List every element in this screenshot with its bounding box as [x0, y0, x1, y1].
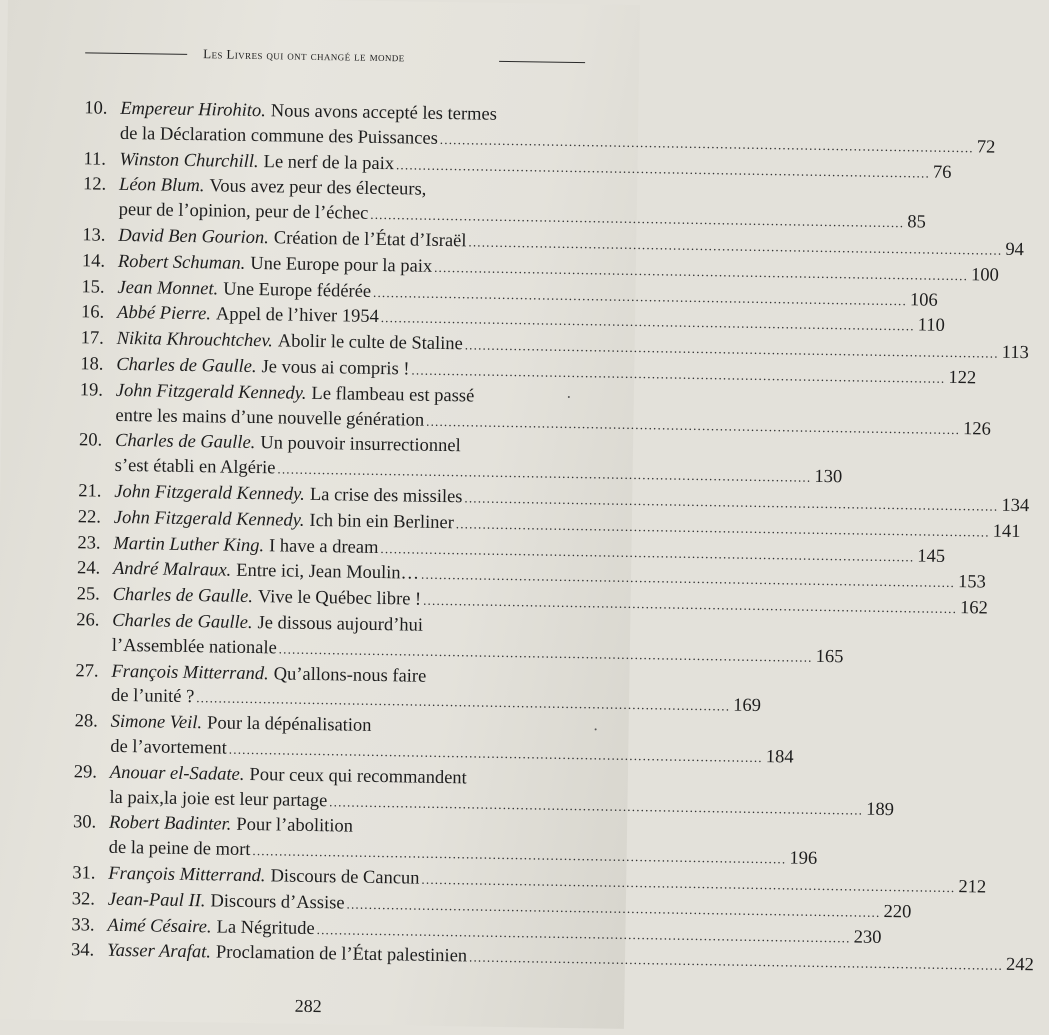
toc-entry	[82, 173, 926, 233]
running-header	[85, 44, 585, 76]
entry-title-continued: l’Assemblée nationale	[111, 635, 277, 659]
table-of-contents	[70, 96, 1034, 976]
toc-entry	[76, 608, 844, 668]
entry-author: John Fitzgerald Kennedy.	[113, 507, 305, 531]
dot-leader: ........................................................................................................................	[372, 284, 908, 308]
entry-title: Création de l’État d’Israël	[273, 228, 467, 252]
entry-number: 24.	[76, 558, 101, 579]
entry-number: 12.	[82, 174, 107, 196]
entry-title: Proclamation de l’État palestinien	[215, 942, 468, 967]
entry-title: Vous avez peur des électeurs,	[209, 176, 427, 201]
entry-body	[111, 609, 844, 668]
entry-author: Anouar el-Sadate.	[109, 762, 245, 785]
entry-author: Simone Veil.	[110, 711, 203, 734]
dot-leader: ........................................................................................................................	[421, 871, 956, 895]
entry-author: François Mitterrand.	[108, 863, 266, 887]
toc-entry	[74, 709, 794, 768]
entry-author: Jean Monnet.	[117, 277, 219, 300]
entry-number: 16.	[80, 302, 105, 324]
entry-number: 30.	[72, 812, 97, 833]
toc-entry	[73, 760, 895, 820]
toc-entry	[75, 659, 762, 717]
page-number: 282	[294, 995, 322, 1017]
entry-title: Pour la dépénalisation	[206, 713, 372, 737]
entry-author: Abbé Pierre.	[116, 303, 212, 325]
entry-number: 15.	[81, 276, 105, 298]
entry-number: 33.	[71, 914, 95, 936]
entry-page-number: 94	[1005, 239, 1025, 261]
entry-page-number: 110	[917, 315, 945, 337]
entry-author: Robert Schuman.	[117, 251, 246, 274]
entry-title: Vive le Québec libre !	[257, 587, 422, 610]
entry-page-number: 85	[907, 212, 926, 233]
entry-page-number: 196	[789, 848, 818, 870]
entry-title-continued: de la peine de mort	[108, 837, 251, 861]
entry-title: Je dissous aujourd’hui	[257, 613, 424, 636]
entry-author: Charles de Gaulle.	[114, 431, 256, 454]
dot-leader: ........................................................................................................................	[316, 921, 851, 945]
entry-title: Le flambeau est passé	[311, 383, 475, 407]
entry-body	[115, 379, 992, 440]
entry-title: Entre ici, Jean Moulin…	[236, 561, 420, 584]
dot-leader: ........................................................................................................................	[421, 567, 956, 591]
entry-title: Une Europe fédérée	[223, 279, 372, 302]
entry-number: 28.	[74, 711, 98, 732]
toc-entry	[72, 811, 818, 870]
entry-page-number: 212	[958, 877, 987, 898]
entry-page-number: 134	[1001, 495, 1030, 517]
entry-body	[118, 173, 926, 233]
header-rule-left	[85, 52, 187, 55]
dot-leader: ........................................................................................................................	[278, 641, 813, 665]
entry-page-number: 130	[814, 466, 843, 488]
entry-number: 11.	[83, 148, 107, 170]
dot-leader: ........................................................................................................................	[464, 337, 999, 361]
entry-number: 27.	[75, 660, 99, 682]
entry-author: John Fitzgerald Kennedy.	[115, 380, 307, 404]
entry-title: Je vous ai compris !	[261, 357, 410, 380]
entry-author: Aimé Césaire.	[107, 915, 212, 937]
entry-number: 23.	[77, 532, 101, 554]
entry-author: Nikita Khrouchtchev.	[116, 329, 274, 352]
dot-leader: ........................................................................................................................	[346, 896, 881, 920]
entry-number: 13.	[82, 225, 106, 246]
entry-author: Robert Badinter.	[108, 813, 232, 836]
entry-number: 14.	[81, 251, 106, 272]
entry-author: Charles de Gaulle.	[112, 584, 254, 608]
entry-page-number: 106	[909, 289, 938, 311]
dot-leader: ........................................................................................................................	[380, 310, 915, 334]
entry-body	[109, 761, 895, 820]
entry-title-continued: de l’unité ?	[110, 686, 195, 708]
entry-title: Qu’allons-nous faire	[273, 663, 427, 687]
dot-leader: ........................................................................................................................	[252, 843, 787, 867]
entry-number: 22.	[77, 507, 102, 528]
entry-title-continued: peur de l’opinion, peur de l’échec	[118, 200, 369, 224]
dot-leader: ........................................................................................................................	[468, 949, 1004, 974]
entry-page-number: 122	[948, 367, 977, 389]
entry-page-number: 165	[815, 646, 844, 668]
dot-leader: ........................................................................................................................	[426, 413, 961, 437]
dot-leader: ........................................................................................................................	[380, 540, 915, 564]
dot-leader: ........................................................................................................................	[439, 131, 974, 156]
entry-title: Le nerf de la paix	[263, 151, 395, 174]
header-rule-right	[499, 61, 585, 63]
paper-speck	[568, 396, 570, 398]
entry-title: Une Europe pour la paix	[250, 253, 433, 277]
entry-title: Un pouvoir insurrectionnel	[260, 433, 461, 457]
entry-page-number: 153	[957, 572, 986, 593]
dot-leader: ........................................................................................................................	[464, 490, 999, 514]
entry-page-number: 113	[1001, 342, 1029, 364]
entry-title-continued: de l’avortement	[110, 736, 228, 759]
entry-number: 10.	[84, 98, 108, 119]
entry-number: 21.	[78, 481, 102, 502]
entry-number: 32.	[71, 888, 96, 910]
entry-body	[110, 659, 762, 717]
entry-number: 31.	[72, 863, 96, 884]
entry-body	[114, 429, 843, 488]
entry-number: 29.	[73, 761, 98, 783]
entry-number: 26.	[76, 610, 100, 631]
entry-author: Martin Luther King.	[113, 533, 265, 556]
entry-number: 20.	[78, 430, 103, 451]
entry-title: Appel de l’hiver 1954	[215, 304, 379, 328]
entry-title-continued: s’est établi en Algérie	[114, 455, 276, 479]
entry-author: David Ben Gourion.	[118, 225, 270, 249]
entry-author: Winston Churchill.	[119, 149, 259, 172]
toc-entry	[84, 96, 996, 158]
entry-page-number: 242	[1005, 955, 1034, 976]
entry-page-number: 230	[853, 926, 882, 948]
entry-number: 34.	[70, 940, 95, 961]
entry-page-number: 162	[959, 598, 989, 619]
dot-leader: ........................................................................................................................	[455, 515, 990, 540]
entry-author: Charles de Gaulle.	[112, 610, 253, 633]
entry-number: 17.	[80, 328, 104, 349]
dot-leader: ........................................................................................................................	[395, 156, 931, 181]
entry-title-continued: de la Déclaration commune des Puissances	[119, 123, 439, 149]
entry-title-continued: entre les mains d’une nouvelle génération	[115, 405, 425, 431]
entry-author: François Mitterrand.	[111, 661, 269, 684]
dot-leader: ........................................................................................................................	[329, 793, 864, 818]
entry-author: Jean-Paul II.	[107, 889, 206, 912]
paper-speck	[595, 728, 597, 730]
dot-leader: ........................................................................................................................	[228, 741, 763, 765]
entry-title: I have a dream	[268, 535, 379, 558]
entry-page-number: 72	[976, 137, 996, 158]
entry-page-number: 100	[970, 265, 1000, 286]
entry-title: La crise des missiles	[309, 484, 463, 508]
dot-leader: ........................................................................................................................	[196, 690, 731, 714]
entry-page-number: 169	[733, 695, 762, 717]
entry-title: Pour l’abolition	[236, 815, 354, 837]
entry-page-number: 220	[883, 901, 912, 923]
entry-number: 18.	[80, 354, 104, 375]
entry-page-number: 76	[932, 162, 952, 183]
entry-title: Discours de Cancun	[270, 866, 420, 889]
dot-leader: ........................................................................................................................	[277, 461, 812, 485]
entry-author: John Fitzgerald Kennedy.	[114, 481, 306, 505]
entry-title: La Négritude	[216, 916, 315, 939]
entry-page-number: 126	[962, 418, 992, 440]
entry-title-continued: la paix,la joie est leur partage	[109, 787, 328, 811]
entry-number: 19.	[79, 380, 104, 401]
dot-leader: ........................................................................................................................	[370, 207, 905, 231]
dot-leader: ........................................................................................................................	[434, 259, 969, 283]
toc-entry	[78, 429, 843, 488]
entry-title: Ich bin ein Berliner	[309, 510, 454, 533]
entry-author: Charles de Gaulle.	[116, 354, 257, 378]
entry-title: Discours d’Assise	[210, 891, 345, 914]
entry-author: Léon Blum.	[118, 175, 205, 197]
entry-author: André Malraux.	[112, 559, 232, 582]
entry-author: Yasser Arafat.	[106, 941, 212, 963]
entry-page-number: 141	[992, 521, 1021, 542]
dot-leader: ........................................................................................................................	[423, 592, 958, 617]
entry-number: 25.	[76, 584, 100, 605]
entry-body	[119, 97, 996, 158]
entry-page-number: 189	[866, 799, 895, 820]
entry-page-number: 145	[917, 545, 946, 567]
dot-leader: ........................................................................................................................	[468, 234, 1003, 258]
entry-page-number: 184	[765, 747, 794, 768]
entry-body	[110, 710, 794, 768]
entry-author: Empereur Hirohito.	[120, 98, 267, 122]
entry-title: Nous avons accepté les termes	[270, 101, 498, 125]
entry-body	[108, 811, 818, 870]
dot-leader: ........................................................................................................................	[411, 362, 946, 386]
running-title: Les Livres qui ont changé le monde	[203, 46, 405, 65]
entry-title: Abolir le culte de Staline	[277, 331, 463, 355]
entry-title: Pour ceux qui recommandent	[249, 764, 467, 789]
